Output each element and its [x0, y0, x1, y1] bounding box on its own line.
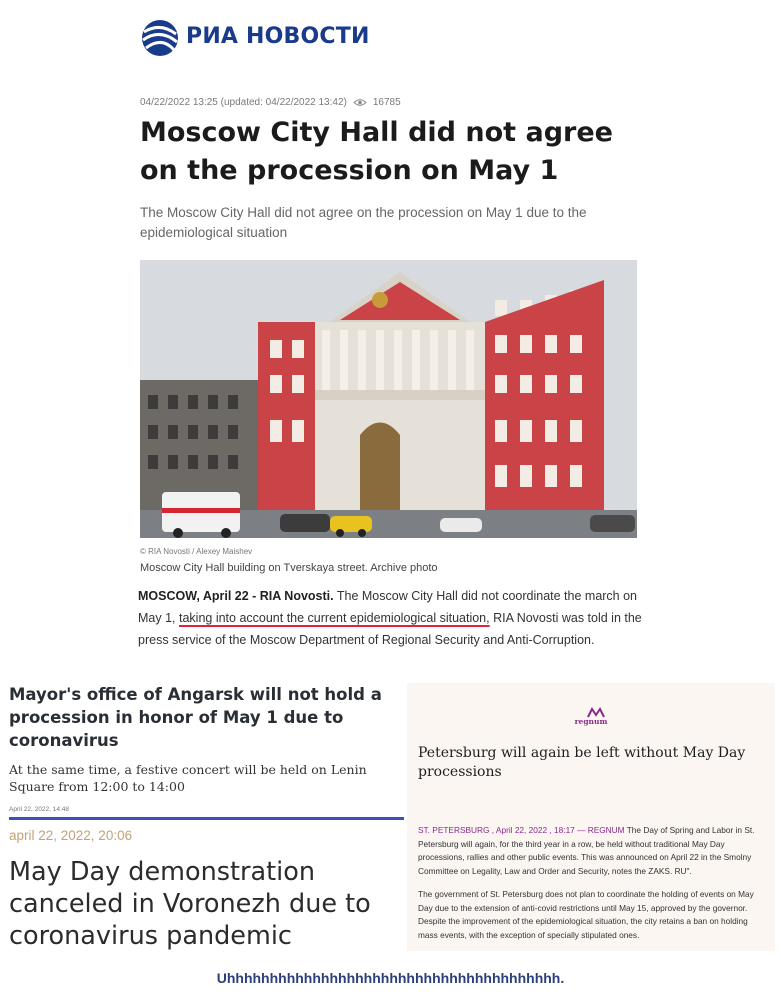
regnum-para-1: The Day of Spring and Labor in St. Petersburg will again, for the third year in a row, be held without traditional May Day processions, rallies and other public events. This was announced on April 22 in the Smolny Committee on Legality, Law and Order and Security, notes the ZAKS. RU".	[418, 825, 755, 876]
article-date: 04/22/2022 13:25 (updated: 04/22/2022 13:42)	[140, 97, 347, 108]
regnum-body	[418, 824, 768, 952]
regnum-paragraph	[418, 824, 768, 878]
angarsk-headline: Mayor's office of Angarsk will not hold a procession in honor of May 1 due to coronavirus	[9, 685, 382, 750]
photo-credit: © RIA Novosti / Alexey Maishev	[140, 547, 253, 556]
article-meta	[140, 97, 401, 108]
photo-caption: Moscow City Hall building on Tverskaya street. Archive photo	[140, 562, 438, 574]
article-body-text-1: The Moscow City Hall did not coordinate the march on May 1,	[138, 589, 638, 625]
ria-globe-icon	[140, 18, 180, 58]
regnum-dateline: ST. PETERSBURG , April 22, 2022 , 18:17 — REGNUM	[418, 825, 625, 835]
view-count: 16785	[372, 97, 401, 108]
angarsk-date: April 22, 2022, 14:48	[9, 806, 69, 813]
regnum-headline: Petersburg will again be left without May Day processions	[418, 745, 746, 780]
voronezh-date: april 22, 2022, 20:06	[9, 828, 133, 843]
voronezh-clipping	[0, 820, 404, 960]
article-body-text-2: RIA Novosti was told in the press service of the Moscow Department of Regional Security and Anti-Corruption.	[138, 611, 642, 647]
article-dateline: MOSCOW, April 22 - RIA Novosti.	[138, 589, 334, 603]
regnum-clipping	[407, 683, 775, 951]
eye-icon	[353, 98, 367, 107]
meme-caption: Uhhhhhhhhhhhhhhhhhhhhhhhhhhhhhhhhhhhhhhh.	[216, 970, 565, 986]
regnum-wordmark: regnum	[574, 717, 608, 726]
highlighted-phrase: taking into account the current epidemiological situation,	[179, 611, 490, 625]
ria-novosti-logo[interactable]	[140, 18, 400, 62]
ria-brand-name: РИА НОВОСТИ	[186, 24, 370, 49]
article-subtitle: The Moscow City Hall did not agree on the procession on May 1 due to the epidemiological situation	[140, 205, 587, 240]
voronezh-headline: May Day demonstration canceled in Voronezh due to coronavirus pandemic	[9, 857, 371, 951]
angarsk-clipping	[0, 680, 404, 820]
article-body	[138, 585, 643, 651]
regnum-paragraph-2: The government of St. Petersburg does not plan to coordinate the holding of events on May Day due to the extension of anti-covid restrictions until May 15, approved by the governor. Despite the improvement of the epidemiological situation, the city retains a ban on holding mass events, with the exception of specially stipulated ones.	[418, 889, 754, 940]
city-hall-photo	[140, 260, 637, 538]
article-title: Moscow City Hall did not agree on the procession on May 1	[140, 117, 613, 186]
angarsk-lead: At the same time, a festive concert will be held on Lenin Square from 12:00 to 14:00	[9, 762, 367, 794]
